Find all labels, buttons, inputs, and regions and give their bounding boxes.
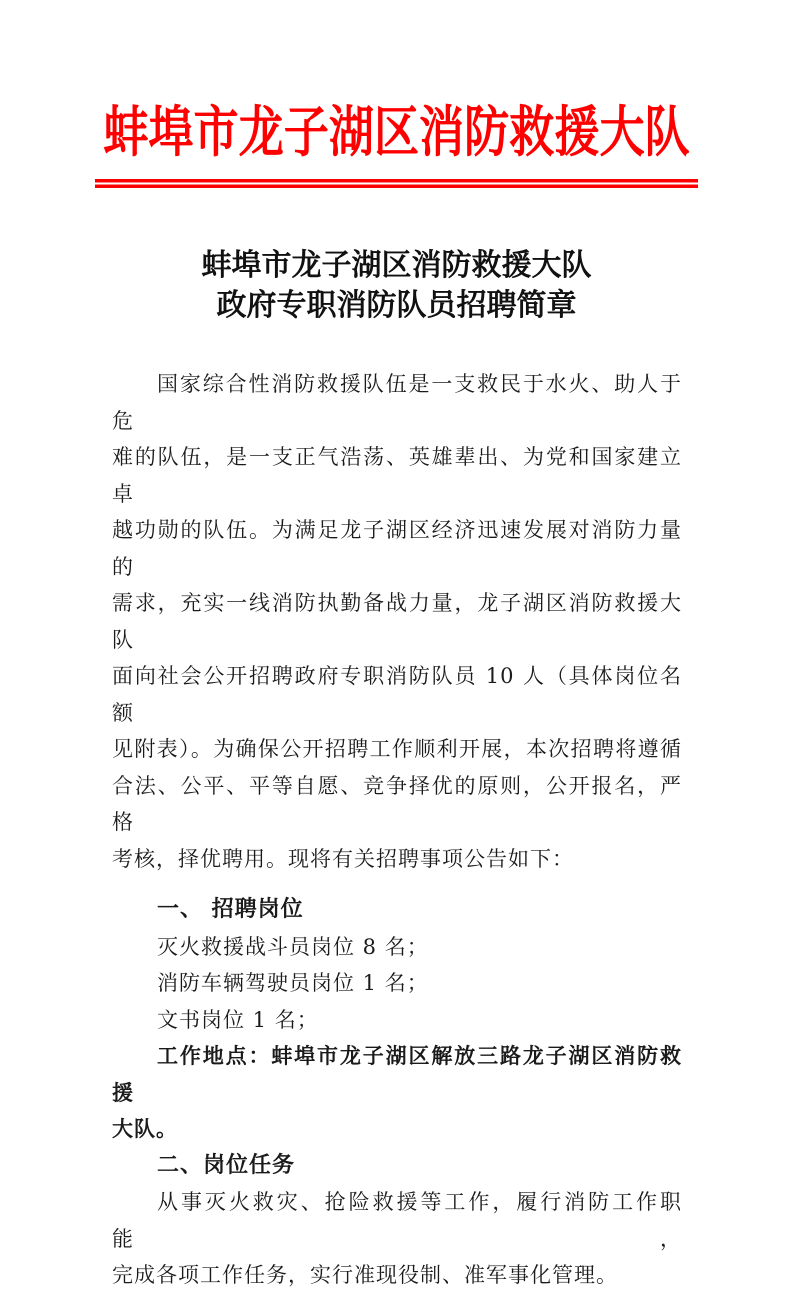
post-item-driver: 消防车辆驾驶员岗位 1 名；	[157, 971, 429, 995]
intro-line: 难的队伍，是一支正气浩荡、英雄辈出、为党和国家建立卓	[112, 445, 682, 506]
section-heading-post-duties: 二、岗位任务	[157, 1152, 296, 1178]
document-title-line2: 政府专职消防队员招聘简章	[216, 288, 577, 323]
letterhead-divider-line	[95, 179, 698, 188]
document-title	[0, 246, 793, 326]
duty-line2: 完成各项工作任务，实行准现役制、准军事化管理。	[112, 1263, 618, 1287]
intro-line: 合法、公平、平等自愿、竞争择优的原则，公开报名，严格	[112, 773, 682, 834]
intro-line: 国家综合性消防救援队伍是一支救民于水火、助人于危	[112, 372, 682, 433]
duty-line1: 从事灭火救灾、抢险救援等工作，履行消防工作职能，	[112, 1190, 682, 1251]
document-body	[112, 366, 682, 1294]
letterhead-title: 蚌埠市龙子湖区消防救援大队	[103, 99, 690, 164]
section-heading-recruit-posts: 一、 招聘岗位	[157, 897, 304, 922]
intro-line: 考核，择优聘用。现将有关招聘事项公告如下：	[112, 846, 574, 871]
work-location-line1: 工作地点：蚌埠市龙子湖区解放三路龙子湖区消防救援	[112, 1043, 682, 1105]
intro-line: 需求，充实一线消防执勤备战力量，龙子湖区消防救援大队	[112, 591, 682, 652]
post-item-firefighter: 灭火救援战斗员岗位 8 名；	[157, 934, 429, 959]
intro-line: 面向社会公开招聘政府专职消防队员 10 人（具体岗位名额	[112, 664, 682, 725]
post-item-clerk: 文书岗位 1 名；	[157, 1007, 319, 1032]
work-location-line2: 大队。	[112, 1116, 178, 1141]
document-title-line1: 蚌埠市龙子湖区消防救援大队	[201, 248, 592, 283]
intro-line: 越功勋的队伍。为满足龙子湖区经济迅速发展对消防力量的	[112, 518, 682, 579]
intro-line: 见附表）。为确保公开招聘工作顺利开展，本次招聘将遵循	[112, 737, 682, 761]
